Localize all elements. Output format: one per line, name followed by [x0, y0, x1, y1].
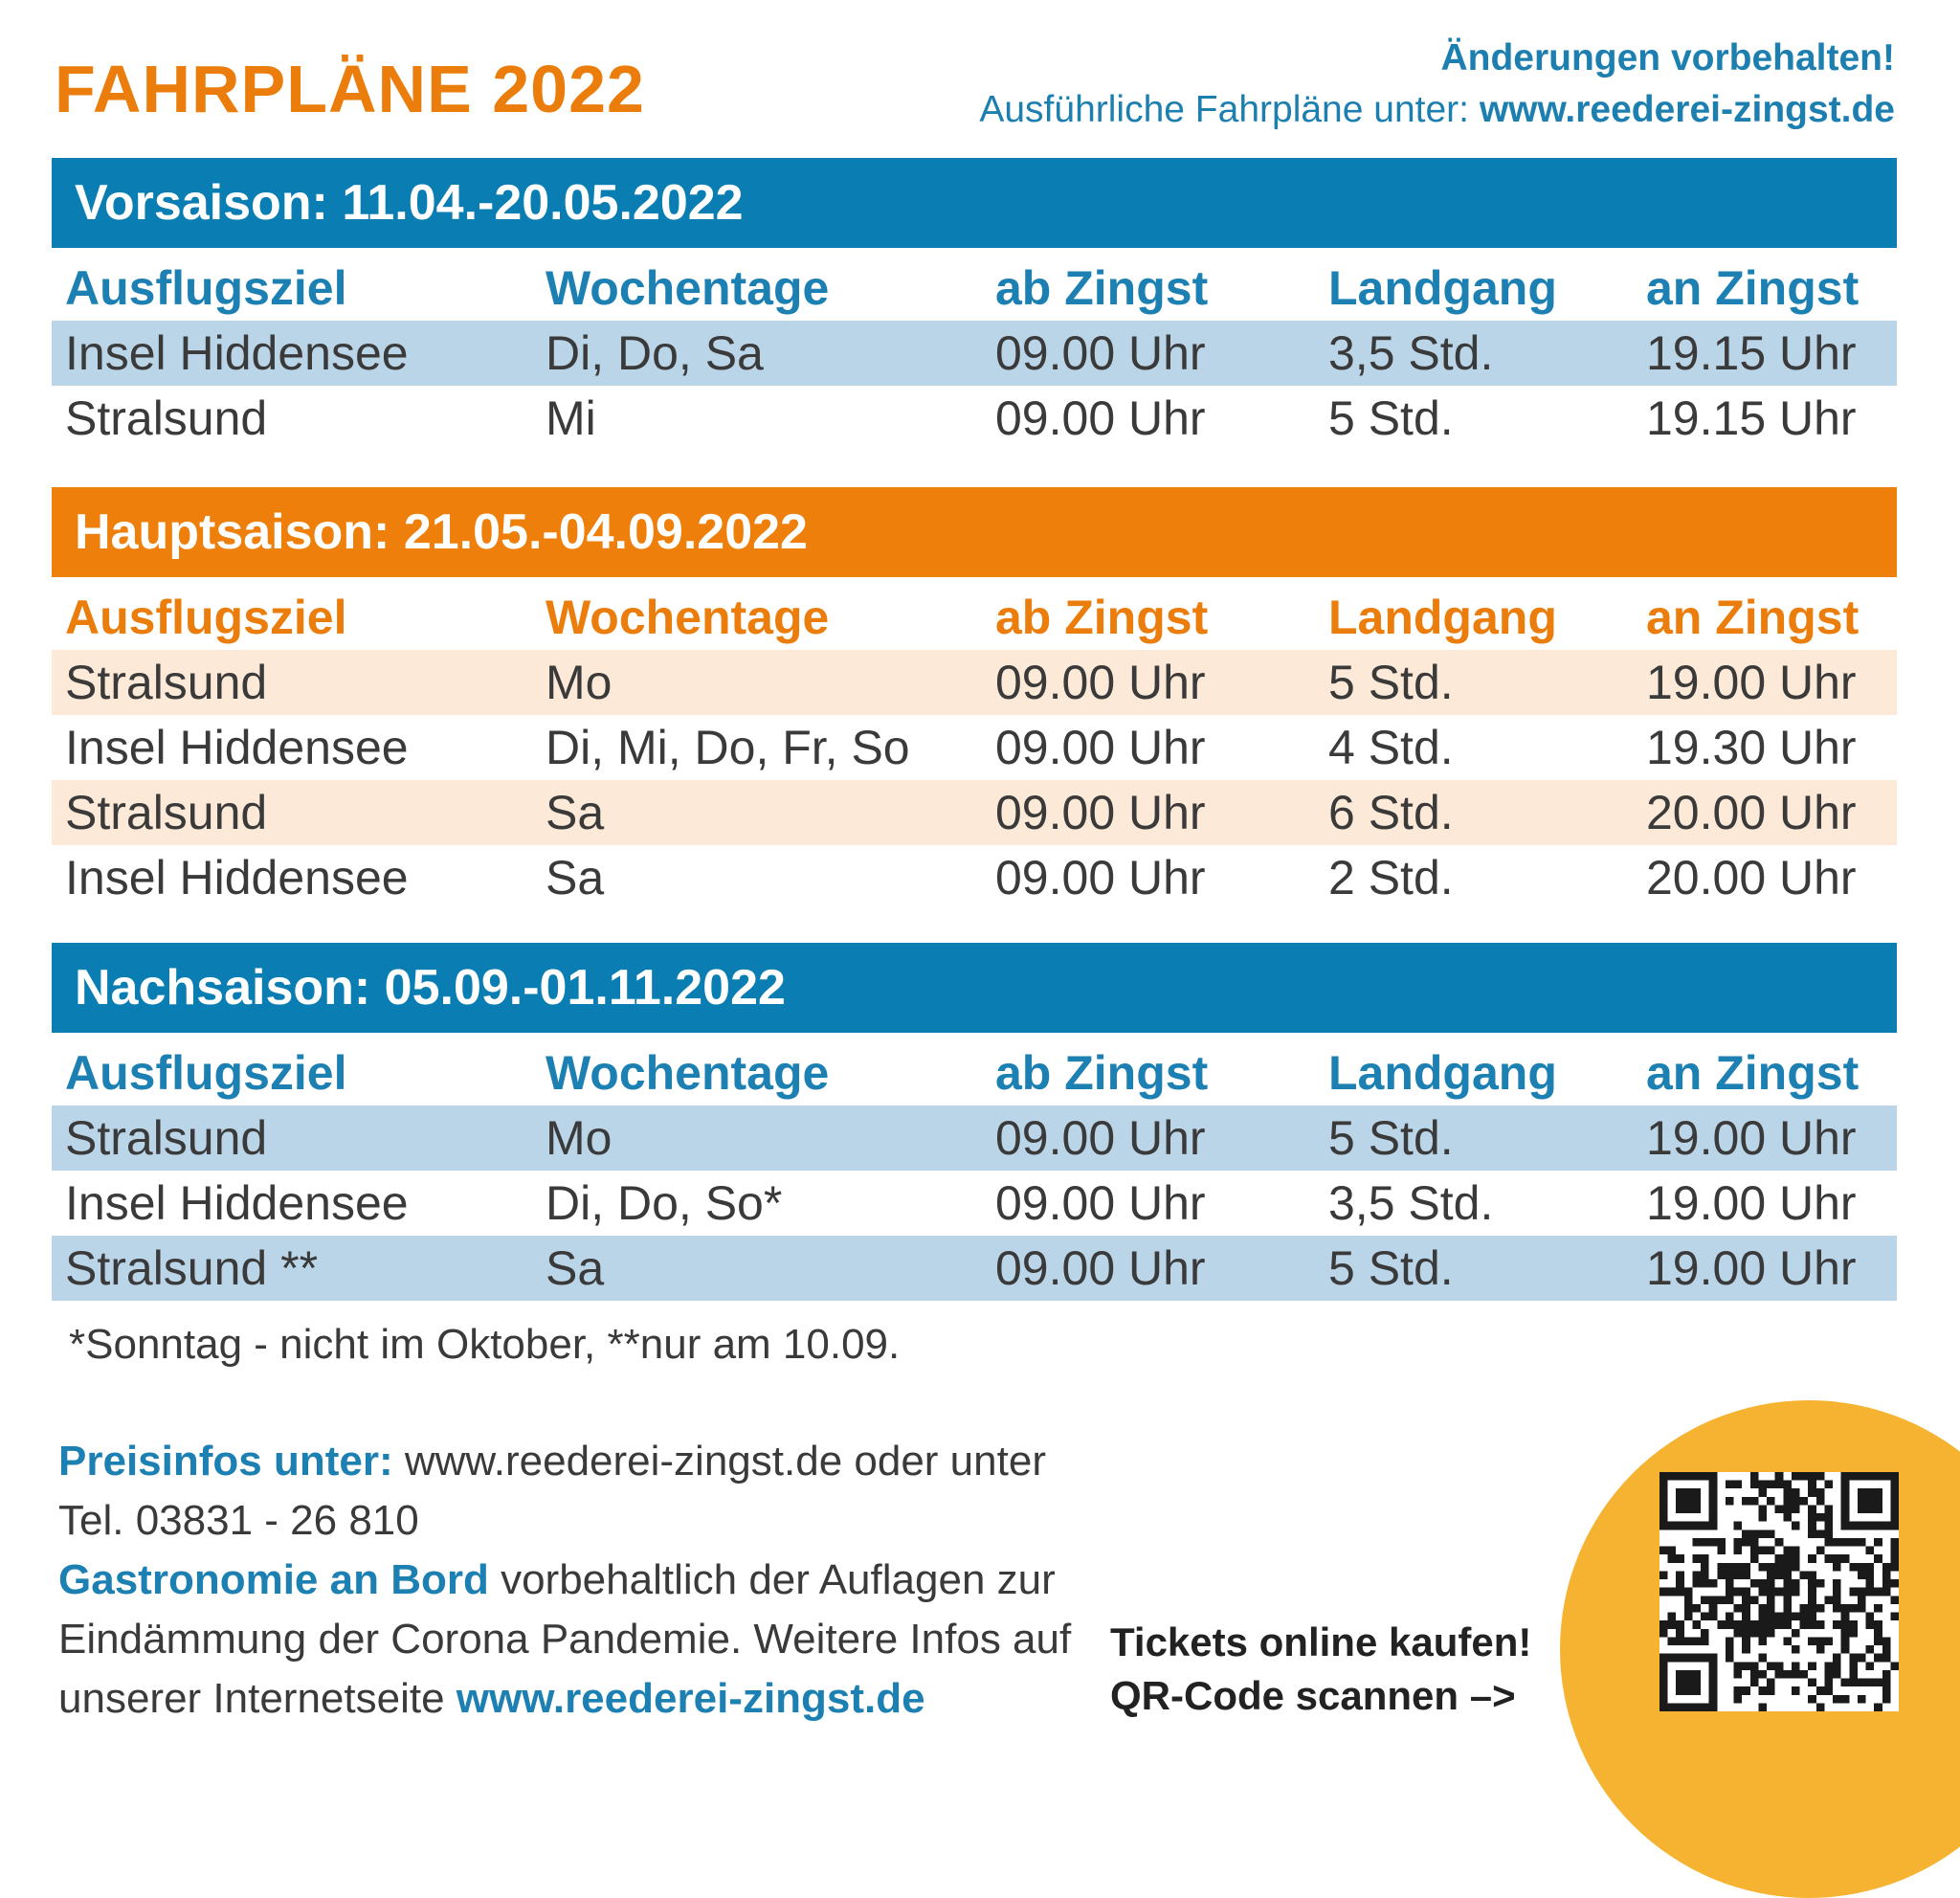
- cell-departure: 09.00 Uhr: [995, 1241, 1206, 1295]
- table-row: [52, 386, 1897, 451]
- cell-shore-leave: 4 Std.: [1328, 721, 1454, 774]
- col-an-zingst: an Zingst: [1646, 261, 1860, 315]
- cell-weekdays: Di, Do, Sa: [546, 326, 764, 380]
- notice-details: [979, 84, 1895, 136]
- cell-weekdays: Mi: [546, 391, 596, 445]
- cell-arrival: 19.15 Uhr: [1646, 326, 1857, 380]
- cell-arrival: 19.00 Uhr: [1646, 656, 1857, 709]
- season-nachsaison: [52, 943, 1897, 1301]
- col-ab-zingst: ab Zingst: [995, 591, 1209, 644]
- season-vorsaison: [52, 158, 1897, 451]
- gastro-line: [58, 1551, 1071, 1610]
- column-headers: [52, 1040, 1897, 1105]
- cell-departure: 09.00 Uhr: [995, 721, 1206, 774]
- cell-destination: Insel Hiddensee: [65, 1176, 409, 1230]
- website-link-bottom[interactable]: www.reederei-zingst.de: [456, 1675, 925, 1722]
- table-row: [52, 845, 1897, 910]
- col-ausflugsziel: Ausflugsziel: [65, 591, 347, 644]
- cell-shore-leave: 3,5 Std.: [1328, 1176, 1494, 1230]
- notice-details-text: Ausführliche Fahrpläne unter:: [979, 89, 1480, 130]
- season-title: Hauptsaison: 21.05.-04.09.2022: [52, 487, 1897, 577]
- page-title: FAHRPLÄNE 2022: [55, 52, 645, 126]
- phone-line: Tel. 03831 - 26 810: [58, 1497, 419, 1544]
- col-wochentage: Wochentage: [546, 591, 830, 644]
- cell-weekdays: Di, Mi, Do, Fr, So: [546, 721, 910, 774]
- cell-weekdays: Mo: [546, 1111, 612, 1165]
- col-wochentage: Wochentage: [546, 261, 830, 315]
- col-an-zingst: an Zingst: [1646, 591, 1860, 644]
- price-info-text: www.reederei-zingst.de oder unter: [392, 1438, 1046, 1485]
- cell-weekdays: Sa: [546, 786, 605, 839]
- season-hauptsaison: [52, 487, 1897, 910]
- col-landgang: Landgang: [1328, 1046, 1557, 1100]
- cell-shore-leave: 5 Std.: [1328, 391, 1454, 445]
- cell-arrival: 19.00 Uhr: [1646, 1241, 1857, 1295]
- cell-destination: Stralsund: [65, 656, 268, 709]
- table-row: [52, 1236, 1897, 1301]
- cell-destination: Stralsund: [65, 786, 268, 839]
- season-title: Nachsaison: 05.09.-01.11.2022: [52, 943, 1897, 1033]
- table-row: [52, 780, 1897, 845]
- cell-weekdays: Di, Do, So*: [546, 1176, 783, 1230]
- cell-departure: 09.00 Uhr: [995, 656, 1206, 709]
- cell-departure: 09.00 Uhr: [995, 391, 1206, 445]
- cell-departure: 09.00 Uhr: [995, 786, 1206, 839]
- season-title: Vorsaison: 11.04.-20.05.2022: [52, 158, 1897, 248]
- cell-weekdays: Sa: [546, 1241, 605, 1295]
- cell-destination: Stralsund **: [65, 1241, 319, 1295]
- table-row: [52, 650, 1897, 715]
- col-ausflugsziel: Ausflugsziel: [65, 261, 347, 315]
- cell-weekdays: Mo: [546, 656, 612, 709]
- cell-arrival: 19.00 Uhr: [1646, 1176, 1857, 1230]
- website-link[interactable]: www.reederei-zingst.de: [1479, 89, 1895, 130]
- notice-changes: Änderungen vorbehalten!: [1440, 37, 1895, 78]
- cell-arrival: 19.00 Uhr: [1646, 1111, 1857, 1165]
- info-line-4: Eindämmung der Corona Pandemie. Weitere Infos auf: [58, 1616, 1072, 1663]
- cell-shore-leave: 3,5 Std.: [1328, 326, 1494, 380]
- col-landgang: Landgang: [1328, 261, 1557, 315]
- gastro-label: Gastronomie an Bord: [58, 1556, 489, 1603]
- cell-shore-leave: 5 Std.: [1328, 1111, 1454, 1165]
- cell-arrival: 19.30 Uhr: [1646, 721, 1857, 774]
- cell-arrival: 20.00 Uhr: [1646, 851, 1857, 904]
- tickets-line-2: QR-Code scannen –>: [1110, 1673, 1516, 1718]
- cell-destination: Insel Hiddensee: [65, 326, 409, 380]
- info-block: [58, 1432, 1071, 1729]
- cell-shore-leave: 2 Std.: [1328, 851, 1454, 904]
- table-row: [52, 715, 1897, 780]
- col-an-zingst: an Zingst: [1646, 1046, 1860, 1100]
- cell-departure: 09.00 Uhr: [995, 851, 1206, 904]
- col-ab-zingst: ab Zingst: [995, 1046, 1209, 1100]
- cell-destination: Insel Hiddensee: [65, 851, 409, 904]
- col-ausflugsziel: Ausflugsziel: [65, 1046, 347, 1100]
- column-headers: [52, 585, 1897, 650]
- table-row: [52, 321, 1897, 386]
- cell-destination: Stralsund: [65, 1111, 268, 1165]
- qr-code-graphic: [1659, 1472, 1899, 1711]
- cell-weekdays: Sa: [546, 851, 605, 904]
- tickets-line-1: Tickets online kaufen!: [1110, 1619, 1532, 1664]
- col-landgang: Landgang: [1328, 591, 1557, 644]
- price-info-line: [58, 1432, 1071, 1491]
- cell-shore-leave: 5 Std.: [1328, 656, 1454, 709]
- table-row: [52, 1105, 1897, 1171]
- gastro-text: vorbehaltlich der Auflagen zur: [488, 1556, 1056, 1603]
- cell-shore-leave: 5 Std.: [1328, 1241, 1454, 1295]
- cell-departure: 09.00 Uhr: [995, 1111, 1206, 1165]
- tickets-promo: [1110, 1616, 1531, 1723]
- price-info-label: Preisinfos unter:: [58, 1438, 393, 1485]
- cell-arrival: 20.00 Uhr: [1646, 786, 1857, 839]
- cell-departure: 09.00 Uhr: [995, 326, 1206, 380]
- info-line-5: [58, 1669, 1071, 1729]
- cell-shore-leave: 6 Std.: [1328, 786, 1454, 839]
- footnote: *Sonntag - nicht im Oktober, **nur am 10.09.: [69, 1321, 901, 1368]
- notice: [979, 33, 1895, 136]
- cell-arrival: 19.15 Uhr: [1646, 391, 1857, 445]
- info-line-5-text: unserer Internetseite: [58, 1675, 457, 1722]
- qr-code-icon[interactable]: [1659, 1472, 1899, 1711]
- cell-destination: Insel Hiddensee: [65, 721, 409, 774]
- cell-destination: Stralsund: [65, 391, 268, 445]
- col-wochentage: Wochentage: [546, 1046, 830, 1100]
- cell-departure: 09.00 Uhr: [995, 1176, 1206, 1230]
- col-ab-zingst: ab Zingst: [995, 261, 1209, 315]
- table-row: [52, 1171, 1897, 1236]
- column-headers: [52, 256, 1897, 321]
